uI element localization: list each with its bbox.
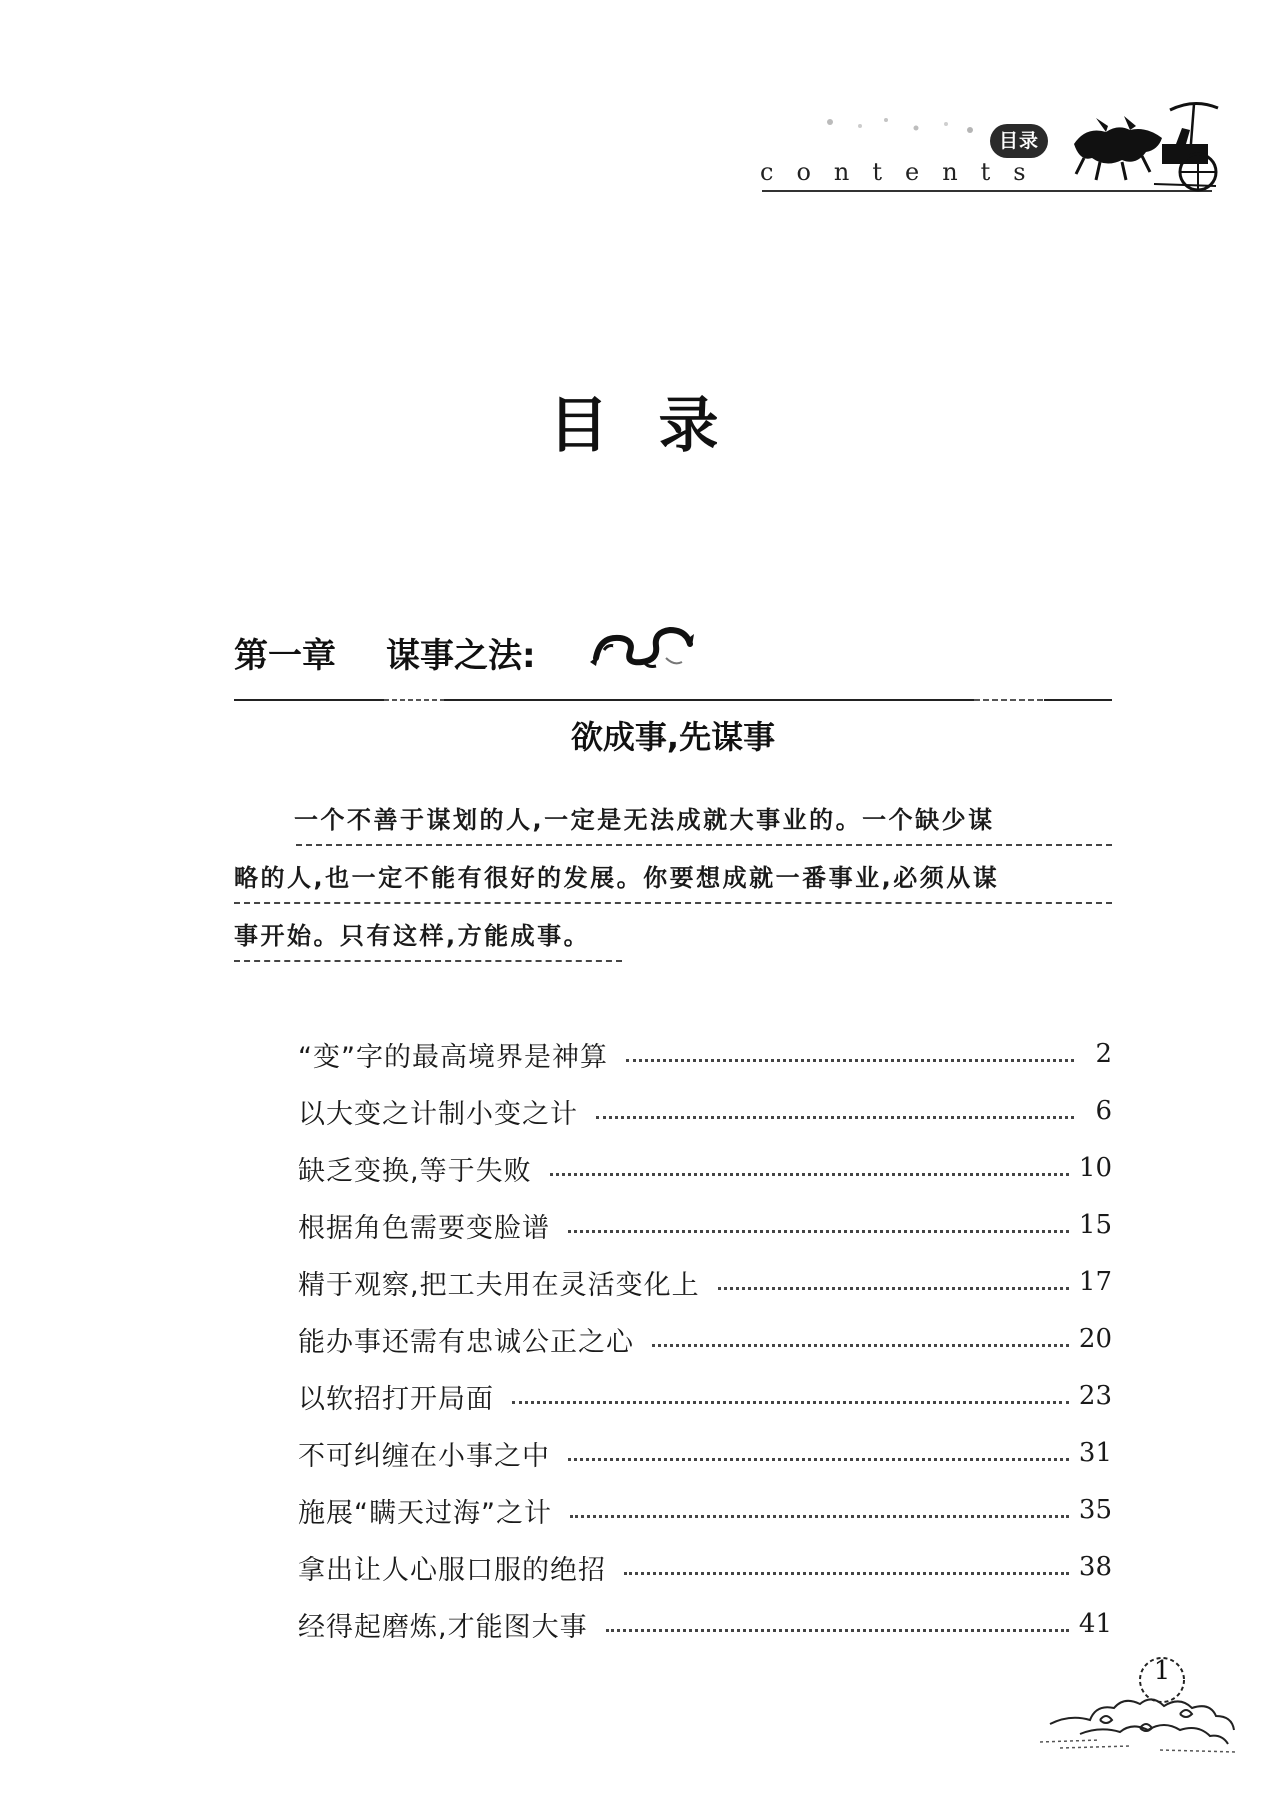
toc-entry-title: 精于观察,把工夫用在灵活变化上 xyxy=(298,1269,700,1301)
toc-entry-title: 能办事还需有忠诚公正之心 xyxy=(298,1326,634,1358)
intro-line: 一个不善于谋划的人,一定是无法成就大事业的。一个缺少谋 xyxy=(294,806,995,834)
toc-entry-page: 2 xyxy=(1095,1039,1112,1069)
toc-entry[interactable] xyxy=(298,1201,1112,1249)
toc-entry-page: 38 xyxy=(1078,1552,1112,1582)
toc-entry-title: 缺乏变换,等于失败 xyxy=(298,1155,532,1187)
cloud-icon xyxy=(1040,1650,1240,1760)
toc-dot-leader xyxy=(718,1287,1069,1290)
chapter-number: 第一章 xyxy=(234,636,336,676)
toc-dot-leader xyxy=(512,1401,1069,1404)
intro-underline xyxy=(234,902,1112,904)
toc-entry-page: 10 xyxy=(1078,1153,1112,1183)
toc-entry[interactable] xyxy=(298,1600,1112,1648)
toc-dot-leader xyxy=(568,1458,1069,1461)
toc-entry-title: 施展“瞒天过海”之计 xyxy=(298,1497,552,1529)
toc-entry[interactable] xyxy=(298,1144,1112,1192)
toc-dot-leader xyxy=(624,1572,1069,1575)
toc-entry-title: “变”字的最高境界是神算 xyxy=(298,1041,608,1073)
toc-entry[interactable] xyxy=(298,1315,1112,1363)
chapter-name: 谋事之法: xyxy=(386,636,536,676)
toc-entry-page: 6 xyxy=(1095,1096,1112,1126)
page-title: 目录 xyxy=(548,391,769,461)
toc-entry-page: 20 xyxy=(1078,1324,1112,1354)
toc-entry-page: 23 xyxy=(1078,1381,1112,1411)
toc-dot-leader xyxy=(596,1116,1074,1119)
page-number: 1 xyxy=(1153,1656,1171,1686)
toc-entry-title: 以软招打开局面 xyxy=(298,1383,494,1415)
toc-dot-leader xyxy=(568,1230,1069,1233)
toc-entry-page: 35 xyxy=(1078,1495,1112,1525)
toc-entry[interactable] xyxy=(298,1429,1112,1477)
toc-dot-leader xyxy=(652,1344,1069,1347)
intro-line: 事开始。只有这样,方能成事。 xyxy=(234,922,591,950)
header-contents-label: contents xyxy=(760,158,1049,186)
toc-dot-leader xyxy=(570,1515,1069,1518)
toc-entry-page: 15 xyxy=(1078,1210,1112,1240)
toc-entry-page: 41 xyxy=(1078,1609,1112,1639)
intro-line: 略的人,也一定不能有很好的发展。你要想成就一番事业,必须从谋 xyxy=(234,864,1000,892)
toc-entry-title: 根据角色需要变脸谱 xyxy=(298,1212,550,1244)
toc-entry-title: 以大变之计制小变之计 xyxy=(298,1098,578,1130)
toc-entry[interactable] xyxy=(298,1087,1112,1135)
toc-entry[interactable] xyxy=(298,1486,1112,1534)
toc-entry-title: 经得起磨炼,才能图大事 xyxy=(298,1611,588,1643)
intro-underline xyxy=(296,844,1112,846)
toc-entry-title: 不可纠缠在小事之中 xyxy=(298,1440,550,1472)
toc-entry-page: 17 xyxy=(1078,1267,1112,1297)
toc-entry[interactable] xyxy=(298,1030,1112,1078)
toc-entry-page: 31 xyxy=(1078,1438,1112,1468)
toc-dot-leader xyxy=(626,1059,1074,1062)
toc-entry[interactable] xyxy=(298,1372,1112,1420)
toc-dot-leader xyxy=(606,1629,1069,1632)
toc-dot-leader xyxy=(550,1173,1069,1176)
header-ink-dots xyxy=(820,108,990,138)
dragon-icon xyxy=(586,618,698,678)
header-badge: 目录 xyxy=(990,124,1048,158)
chapter-divider xyxy=(234,696,1112,704)
toc-entry[interactable] xyxy=(298,1258,1112,1306)
chariot-icon xyxy=(1066,96,1226,196)
intro-underline xyxy=(234,960,622,962)
chapter-subtitle: 欲成事,先谋事 xyxy=(570,718,776,756)
toc-entry[interactable] xyxy=(298,1543,1112,1591)
toc-entry-title: 拿出让人心服口服的绝招 xyxy=(298,1554,606,1586)
